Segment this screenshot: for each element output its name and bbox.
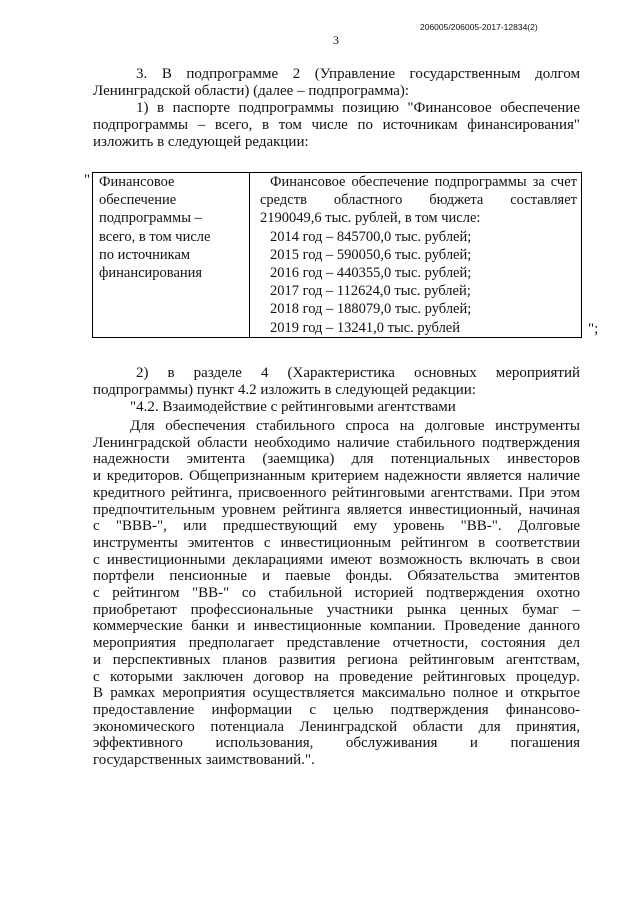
page-number: 3 [333, 33, 339, 47]
body-line: с инвестиционными декларациями имеют возможность включать в свои [93, 551, 580, 568]
table-open-quote: " [84, 172, 91, 188]
body-line: инструменты эмитентов с инвестиционным рейтингом в соответствии [93, 534, 580, 551]
finance-table [92, 172, 582, 338]
body-line: В рамках мероприятия осуществляется максимально полное и открытое [93, 685, 580, 702]
finance-intro-line: 2190049,6 тыс. рублей, в том числе: [260, 210, 481, 227]
body-line: предоставление информации с целью подтверждения финансово- [93, 701, 580, 718]
doc-id: 206005/206005-2017-12834(2) [420, 22, 538, 32]
finance-year-line: 2014 год – 845700,0 тыс. рублей; [270, 228, 472, 245]
body-line: приобретают профессиональные участники рынка ценных бумаг – [93, 601, 580, 618]
body-line: государственных заимствований.". [93, 752, 315, 768]
finance-label-line: обеспечение [99, 192, 177, 209]
para1-line-4: изложить в следующей редакции: [93, 134, 309, 150]
finance-intro-line: Финансовое обеспечение подпрограммы за счет [270, 174, 577, 190]
finance-label-cell [93, 173, 250, 338]
finance-intro-line: средств областного бюджета составляет [260, 192, 577, 209]
para1-line-3: подпрограммы – всего, в том числе по источникам финансирования" [93, 117, 580, 133]
body-line: и кредиторов. Общепризнанным критерием надежности является наличие [93, 468, 580, 485]
para2-line-1: подпрограммы) пункт 4.2 изложить в следующей редакции: [93, 382, 476, 398]
body-line: с которыми заключен договор на проведение рейтинговых процедур. [93, 668, 580, 685]
body-line: кредитного рейтинга, присвоенного рейтинговыми агентствами. При этом [93, 484, 580, 501]
body-line: предпочтительным уровнем рейтинга является инвестиционный, начиная [93, 501, 580, 518]
table-close-quote: "; [588, 321, 599, 337]
body-line: с рейтингом "BB-" со стабильной историей подтверждения охотно [93, 585, 580, 601]
body-line: Ленинградской области необходимо наличие стабильного подтверждения [93, 434, 580, 451]
finance-year-line: 2016 год – 440355,0 тыс. рублей; [270, 265, 472, 282]
finance-year-line: 2019 год – 13241,0 тыс. рублей [270, 319, 461, 336]
body-line: экономического потенциала Ленинградской области для принятия, [93, 718, 580, 735]
body-line: Для обеспечения стабильного спроса на долговые инструменты [130, 418, 580, 434]
section-heading: "4.2. Взаимодействие с рейтинговыми агентствами [130, 399, 456, 415]
body-line: мероприятия предполагает представление отчетности, состояния дел [93, 635, 580, 652]
finance-year-line: 2017 год – 112624,0 тыс. рублей; [270, 283, 471, 300]
body-line: и перспективных планов развития региона рейтинговым агентствам, [93, 651, 580, 668]
finance-value-cell [250, 173, 582, 338]
para1-line-1: Ленинградской области) (далее – подпрограмма): [93, 83, 410, 99]
body-line: коммерческие банки и инвестиционные компании. Проведение данного [93, 618, 580, 635]
para2-line-0: 2) в разделе 4 (Характеристика основных мероприятий [136, 365, 580, 381]
para1-line-0: 3. В подпрограмме 2 (Управление государственным долгом [136, 66, 580, 82]
body-line: эффективного использования, обслуживания и погашения [93, 735, 580, 752]
finance-year-line: 2015 год – 590050,6 тыс. рублей; [270, 246, 472, 263]
finance-label-line: всего, в том числе [99, 228, 211, 245]
finance-label-line: подпрограммы – [99, 210, 202, 227]
finance-label-line: финансирования [99, 265, 203, 282]
finance-year-line: 2018 год – 188079,0 тыс. рублей; [270, 301, 472, 318]
para1-line-2: 1) в паспорте подпрограммы позицию "Финансовое обеспечение [136, 100, 580, 116]
body-line: с "BBB-", или предшествующий ему уровень "BB-". Долговые [93, 518, 580, 535]
finance-label-line: по источникам [99, 246, 191, 263]
body-line: портфели пенсионные и паевые фонды. Обязательства эмитентов [93, 568, 580, 585]
body-line: надежности эмитента (заемщика) для потенциальных инвесторов [93, 451, 580, 468]
finance-label-line: Финансовое [99, 174, 175, 190]
